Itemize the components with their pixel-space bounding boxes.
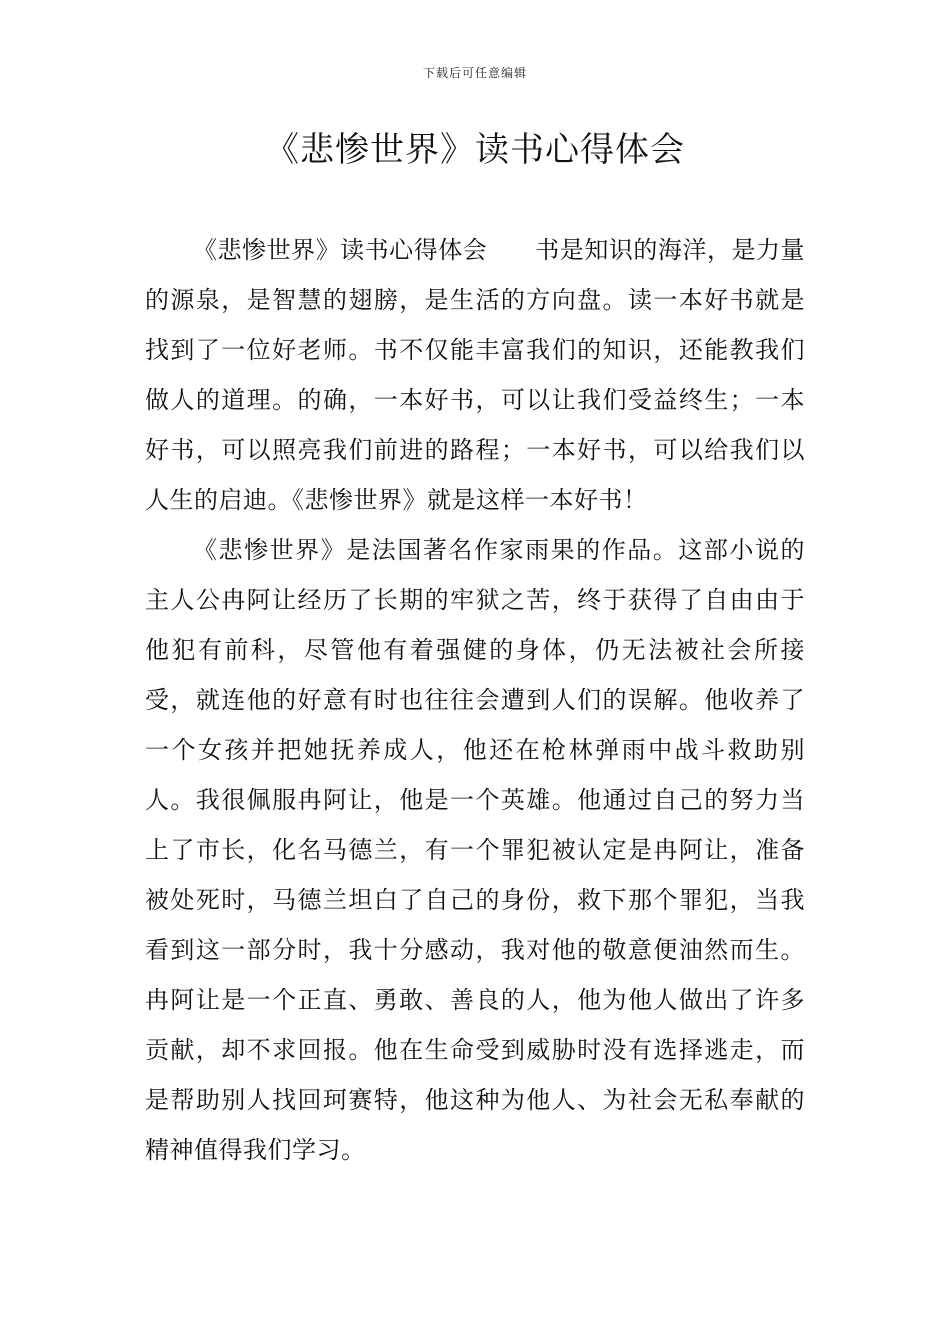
header-note: 下载后可任意编辑 bbox=[422, 66, 527, 80]
paragraph-1-lead: 《悲惨世界》读书心得体会 bbox=[193, 236, 488, 264]
document-body bbox=[145, 225, 805, 1175]
paragraph-1-text: 书是知识的海洋，是力量的源泉，是智慧的翅膀，是生活的方向盘。读一本好书就是找到了一位好老师。书不仅能丰富我们的知识，还能教我们做人的道理。的确，一本好书，可以让我们受益终生；一本好书，可以照亮我们前进的路程；一本好书，可以给我们以人生的启迪。《悲惨世界》就是这样一本好书！ bbox=[145, 236, 806, 514]
paragraph-1 bbox=[145, 225, 805, 525]
paragraph-2-text: 《悲惨世界》是法国著名作家雨果的作品。这部小说的主人公冉阿让经历了长期的牢狱之苦，终于获得了自由由于他犯有前科，尽管他有着强健的身体，仍无法被社会所接受，就连他的好意有时也往往会遭到人们的误解。他收养了一个女孩并把她抚养成人，他还在枪林弹雨中战斗救助别人。我很佩服冉阿让，他是一个英雄。他通过自己的努力当上了市长，化名马德兰，有一个罪犯被认定是冉阿让，准备被处死时，马德兰坦白了自己的身份，救下那个罪犯，当我看到这一部分时，我十分感动，我对他的敬意便油然而生。冉阿让是一个正直、勇敢、善良的人，他为他人做出了许多贡献，却不求回报。他在生命受到威胁时没有选择逃走，而是帮助别人找回珂赛特，他这种为他人、为社会无私奉献的精神值得我们学习。 bbox=[145, 536, 805, 1164]
paragraph-2 bbox=[145, 525, 805, 1175]
document-title: 《悲惨世界》读书心得体会 bbox=[265, 130, 685, 170]
